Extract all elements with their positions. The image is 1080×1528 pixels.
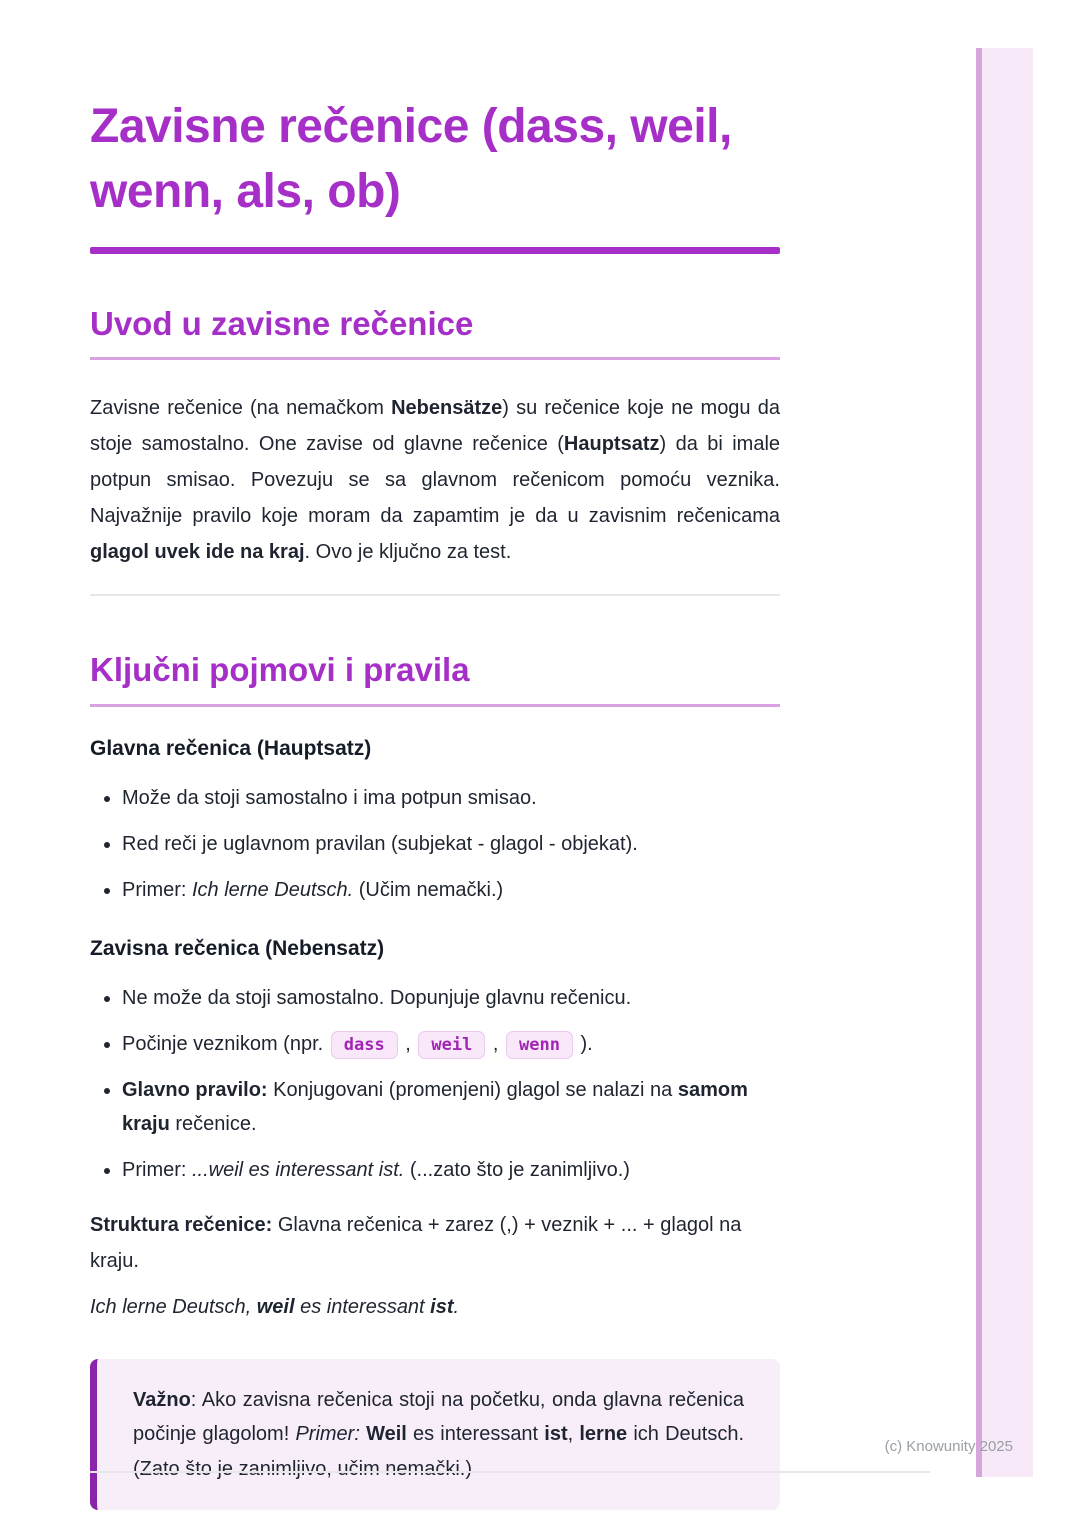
important-callout — [90, 1359, 780, 1510]
subheading-hauptsatz: Glavna rečenica (Hauptsatz) — [90, 736, 372, 760]
list-item: • Red reči je uglavnom pravilan (subjekat - glagol - objekat). — [122, 827, 780, 861]
right-margin-bar — [976, 48, 1033, 1477]
intro-section-heading: Uvod u zavisne rečenice — [90, 304, 474, 342]
section-key-concepts — [90, 650, 780, 1510]
bottom-divider — [90, 1471, 930, 1473]
title-rule — [90, 247, 780, 254]
list-item: • Počinje veznikom (npr. dass , weil , wenn ). — [122, 1027, 780, 1061]
copyright-credit: (c) Knowunity 2025 — [884, 1438, 1013, 1455]
subheading-nebensatz: Zavisna rečenica (Nebensatz) — [90, 936, 385, 960]
list-item: • Primer: ...weil es interessant ist. (...zato što je zanimljivo.) — [122, 1153, 780, 1187]
structure-example: Ich lerne Deutsch, weil es interessant ist. — [90, 1295, 460, 1318]
section-divider — [90, 594, 780, 596]
list-item: • Primer: Ich lerne Deutsch. (Učim nemački.) — [122, 873, 780, 907]
key-heading-underline — [90, 704, 780, 707]
intro-paragraph: Zavisne rečenice (na nemačkom Nebensätze) su rečenice koje ne mogu da stoje samostalno. One zavise od glavne rečenice (Hauptsatz) da bi imale potpun smisao. Povezuju se sa glavnom rečenicom pomoću veznika. Najvažnije pravilo koje moram da zapamtim je da u zavisnim rečenicama glagol uvek ide na kraj. Ovo je ključno za test. — [90, 397, 781, 564]
section-intro — [90, 304, 780, 571]
list-item: • Može da stoji samostalno i ima potpun smisao. — [122, 781, 780, 815]
hauptsatz-bullet-list — [90, 781, 780, 907]
intro-heading-underline — [90, 357, 780, 360]
inline-code-badge: dass — [331, 1031, 398, 1059]
page-title: Zavisne rečenice (dass, weil, wenn, als, ob) — [90, 100, 732, 218]
structure-paragraph: Struktura rečenice: Glavna rečenica + zarez (,) + veznik + ... + glagol na kraju. — [90, 1213, 742, 1272]
nebensatz-bullet-list — [90, 981, 780, 1187]
inline-code-badge: weil — [418, 1031, 485, 1059]
key-section-heading: Ključni pojmovi i pravila — [90, 651, 470, 689]
list-item: • Ne može da stoji samostalno. Dopunjuje glavnu rečenicu. — [122, 981, 780, 1015]
important-callout-text: Važno: Ako zavisna rečenica stoji na početku, onda glavna rečenica počinje glagolom! Primer: Weil es interessant ist, lerne ich Deutsch. (Zato što je zanimljivo, učim nemački.) — [133, 1388, 744, 1480]
list-item: • Glavno pravilo: Konjugovani (promenjeni) glagol se nalazi na samom kraju rečenice. — [122, 1073, 780, 1141]
inline-code-badge: wenn — [506, 1031, 573, 1059]
